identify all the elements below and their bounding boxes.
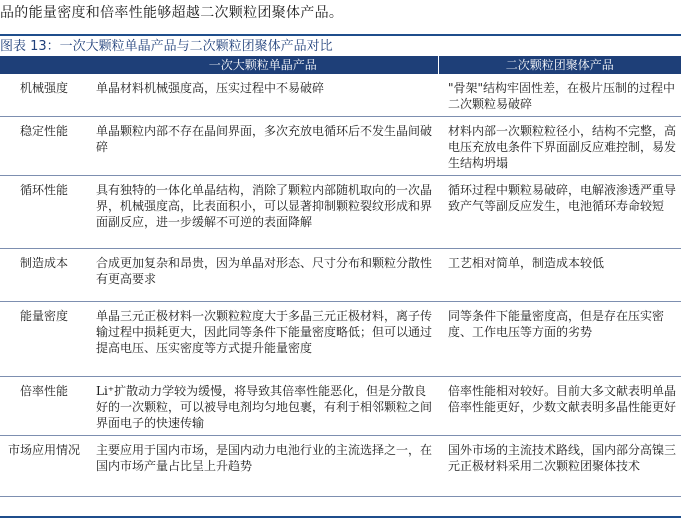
header-secondary-particle: 二次颗粒团聚体产品 (438, 56, 681, 74)
secondary-particle-cell: 国外市场的主流技术路线，国内部分高镍三元正极材料采用二次颗粒团聚体技术 (438, 436, 681, 497)
secondary-particle-cell: 同等条件下能量密度高，但是存在压实密度、工作电压等方面的劣势 (438, 302, 681, 377)
table-row (0, 117, 681, 176)
table-row (0, 249, 681, 302)
table-row (0, 302, 681, 377)
single-crystal-cell: Li⁺扩散动力学较为缓慢，将导致其倍率性能恶化，但是分散良好的一次颗粒，可以被导电剂均匀地包裹，有利于相邻颗粒之间界面电子的快速传输 (88, 377, 438, 436)
top-divider (0, 34, 681, 36)
secondary-particle-cell: 循环过程中颗粒易破碎，电解液渗透严重导致产气等副反应发生，电池循环寿命较短 (438, 176, 681, 249)
single-crystal-cell: 具有独特的一体化单晶结构，消除了颗粒内部随机取向的一次晶界，机械强度高，比表面积小，可以显著抑制颗粒裂纹形成和界面副反应，进一步缓解不可逆的表面降解 (88, 176, 438, 249)
secondary-particle-cell: 材料内部一次颗粒粒径小，结构不完整，高电压充放电条件下界面副反应难控制，易发生结构坍塌 (438, 117, 681, 176)
single-crystal-cell: 单晶三元正极材料一次颗粒粒度大于多晶三元正极材料，离子传输过程中损耗更大，因此同等条件下能量密度略低；但可以通过提高电压、压实密度等方式提升能量密度 (88, 302, 438, 377)
table-row (0, 176, 681, 249)
table-row (0, 377, 681, 436)
row-label: 稳定性能 (0, 117, 88, 176)
secondary-particle-cell: 倍率性能相对较好。目前大多文献表明单晶倍率性能更好，少数文献表明多晶性能更好 (438, 377, 681, 436)
header-blank (0, 56, 88, 74)
table-row (0, 74, 681, 117)
row-label: 制造成本 (0, 249, 88, 302)
secondary-particle-cell: "骨架"结构牢固性差，在极片压制的过程中二次颗粒易破碎 (438, 74, 681, 117)
table-header-row (0, 56, 681, 74)
table-row (0, 436, 681, 497)
intro-text: 品的能量密度和倍率性能够超越二次颗粒团聚体产品。 (0, 5, 344, 21)
bottom-divider (0, 516, 681, 518)
single-crystal-cell: 主要应用于国内市场，是国内动力电池行业的主流选择之一，在国内市场产量占比呈上升趋势 (88, 436, 438, 497)
secondary-particle-cell: 工艺相对简单，制造成本较低 (438, 249, 681, 302)
single-crystal-cell: 单晶颗粒内部不存在晶间界面，多次充放电循环后不发生晶间破碎 (88, 117, 438, 176)
row-label: 能量密度 (0, 302, 88, 377)
row-label: 市场应用情况 (0, 436, 88, 497)
row-label: 循环性能 (0, 176, 88, 249)
comparison-table (0, 56, 681, 497)
row-label: 倍率性能 (0, 377, 88, 436)
single-crystal-cell: 合成更加复杂和昂贵，因为单晶对形态、尺寸分布和颗粒分散性有更高要求 (88, 249, 438, 302)
row-label: 机械强度 (0, 74, 88, 117)
single-crystal-cell: 单晶材料机械强度高，压实过程中不易破碎 (88, 74, 438, 117)
figure-caption: 图表 13：一次大颗粒单晶产品与二次颗粒团聚体产品对比 (0, 39, 333, 54)
header-single-crystal: 一次大颗粒单晶产品 (88, 56, 438, 74)
